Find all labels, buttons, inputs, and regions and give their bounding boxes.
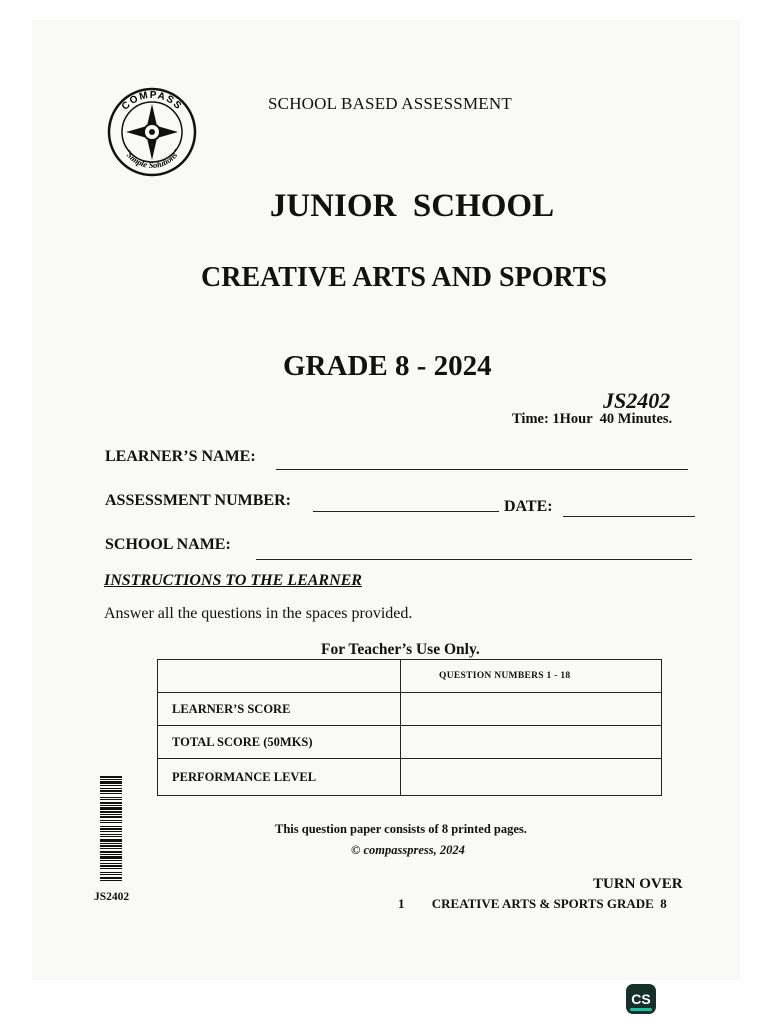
logo-top-text: COMPASS — [119, 89, 185, 113]
date-label: DATE: — [504, 498, 553, 515]
paper-code: JS2402 — [603, 388, 671, 413]
total-score-label: TOTAL SCORE (50MKS) — [158, 726, 401, 759]
page-number: 1 — [398, 896, 405, 911]
assessment-number-label: ASSESSMENT NUMBER: — [105, 492, 291, 509]
school-name-label: SCHOOL NAME: — [105, 536, 231, 553]
question-numbers-header: QUESTION NUMBERS 1 - 18 — [401, 660, 662, 693]
turn-over-label: TURN OVER — [593, 876, 683, 892]
teacher-use-caption: For Teacher’s Use Only. — [321, 641, 480, 658]
table-cell — [158, 660, 401, 693]
barcode-icon — [100, 776, 122, 882]
instructions-heading: INSTRUCTIONS TO THE LEARNER — [104, 572, 362, 589]
performance-level-cell[interactable] — [401, 759, 662, 796]
page-count-note: This question paper consists of 8 printed pages. — [275, 822, 527, 836]
performance-level-label: PERFORMANCE LEVEL — [158, 759, 401, 796]
barcode-label: JS2402 — [94, 891, 130, 903]
grade-title: GRADE 8 - 2024 — [283, 350, 492, 382]
compass-logo-icon — [106, 86, 198, 178]
score-table — [157, 659, 662, 796]
table-row — [158, 660, 662, 693]
assessment-number-line[interactable] — [313, 511, 499, 512]
time-allowed: Time: 1Hour 40 Minutes. — [512, 411, 673, 427]
learner-name-label: LEARNER’S NAME: — [105, 448, 256, 465]
table-row — [158, 759, 662, 796]
running-footer — [398, 896, 667, 912]
camscanner-badge[interactable]: CS — [626, 984, 656, 1014]
logo-bottom-text: "Simple Solutions" — [122, 146, 182, 171]
table-row — [158, 726, 662, 759]
school-name-line[interactable] — [256, 559, 692, 560]
running-title: CREATIVE ARTS & SPORTS GRADE 8 — [431, 896, 667, 911]
copyright-note: © compasspress, 2024 — [351, 843, 465, 857]
learner-name-line[interactable] — [276, 469, 688, 470]
instructions-text: Answer all the questions in the spaces provided. — [104, 605, 413, 622]
school-level-title: JUNIOR SCHOOL — [269, 188, 555, 224]
subject-title: CREATIVE ARTS AND SPORTS — [201, 262, 607, 293]
learner-score-cell[interactable] — [401, 693, 662, 726]
assessment-type: SCHOOL BASED ASSESSMENT — [268, 94, 512, 113]
date-line[interactable] — [563, 516, 695, 517]
table-row — [158, 693, 662, 726]
total-score-cell[interactable] — [401, 726, 662, 759]
learner-score-label: LEARNER’S SCORE — [158, 693, 401, 726]
